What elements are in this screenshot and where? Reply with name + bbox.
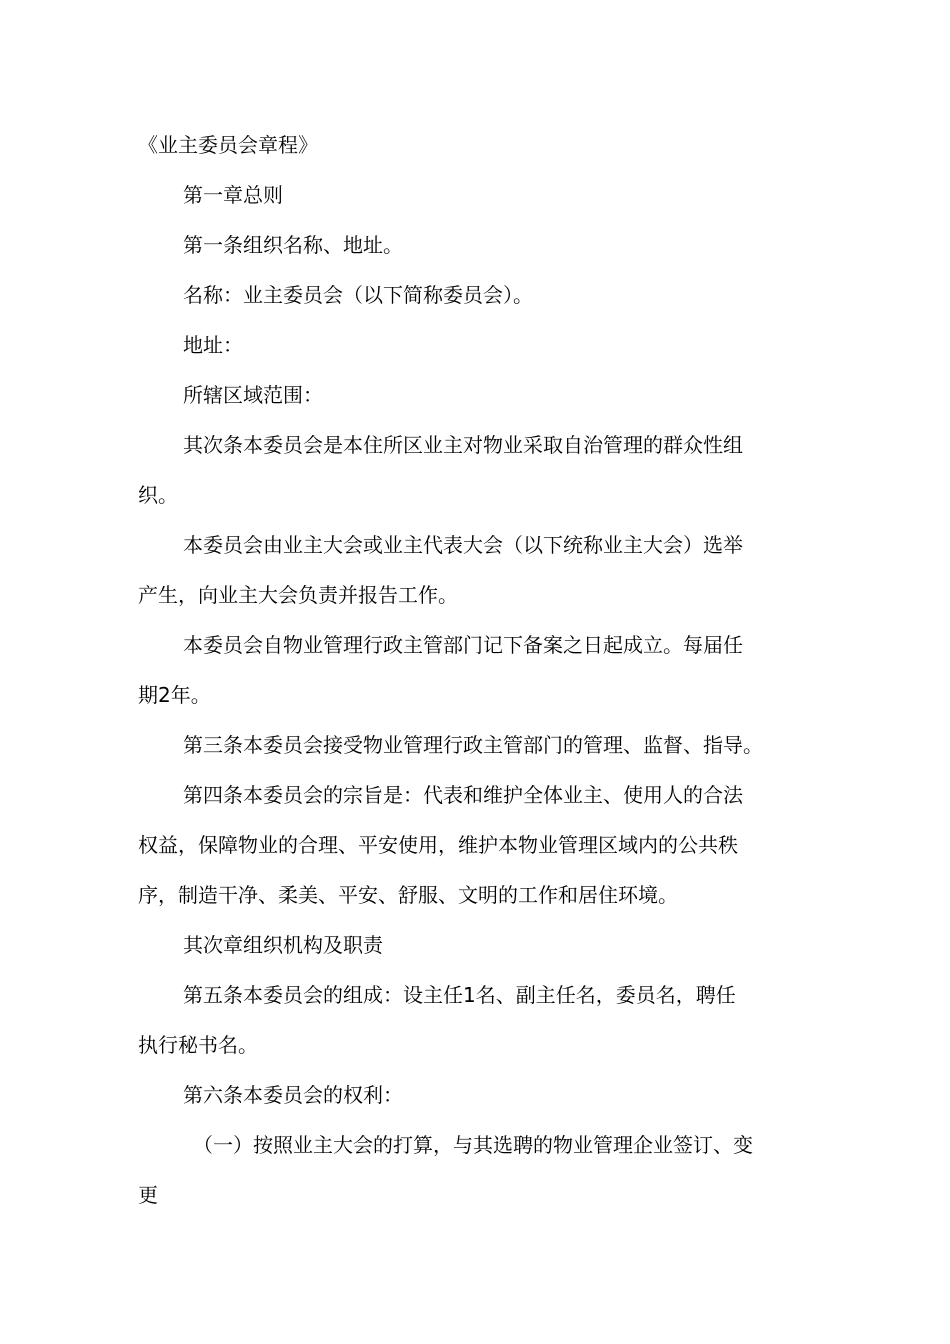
paragraph-line: 第六条本委员会的权利：	[183, 1083, 403, 1107]
paragraph-line: 产生，向业主大会负责并报告工作。	[138, 583, 458, 607]
paragraph-line: 地址：	[183, 333, 243, 357]
chapter-heading: 其次章组织机构及职责	[183, 933, 383, 957]
paragraph-line: 其次条本委员会是本住所区业主对物业采取自治管理的群众性组	[183, 433, 743, 457]
paragraph-line: 所辖区域范围：	[183, 383, 323, 407]
paragraph-line: 执行秘书名。	[138, 1033, 258, 1057]
paragraph-line: 第一条组织名称、地址。	[183, 233, 403, 257]
paragraph-line: 更	[138, 1183, 158, 1207]
paragraph-line: 本委员会由业主大会或业主代表大会（以下统称业主大会）选举	[183, 533, 743, 557]
paragraph-line: 权益，保障物业的合理、平安使用，维护本物业管理区域内的公共秩	[138, 833, 738, 857]
paragraph-line: 第三条本委员会接受物业管理行政主管部门的管理、监督、指导。	[183, 733, 763, 757]
document-page	[138, 120, 818, 1220]
paragraph-line: 织。	[138, 483, 178, 507]
paragraph-line: 本委员会自物业管理行政主管部门记下备案之日起成立。每届任	[183, 633, 743, 657]
paragraph-line: 序，制造干净、柔美、平安、舒服、文明的工作和居住环境。	[138, 883, 678, 907]
paragraph-line: 第四条本委员会的宗旨是：代表和维护全体业主、使用人的合法	[183, 783, 743, 807]
paragraph-line: 第五条本委员会的组成：设主任1名、副主任名，委员名，聘任	[183, 983, 736, 1007]
list-item-line: （一）按照业主大会的打算，与其选聘的物业管理企业签订、变	[193, 1133, 753, 1157]
chapter-heading: 第一章总则	[183, 183, 283, 207]
document-title: 《业主委员会章程》	[138, 133, 318, 157]
paragraph-line: 期2年。	[138, 683, 211, 707]
paragraph-line: 名称：业主委员会（以下简称委员会）。	[183, 283, 533, 307]
